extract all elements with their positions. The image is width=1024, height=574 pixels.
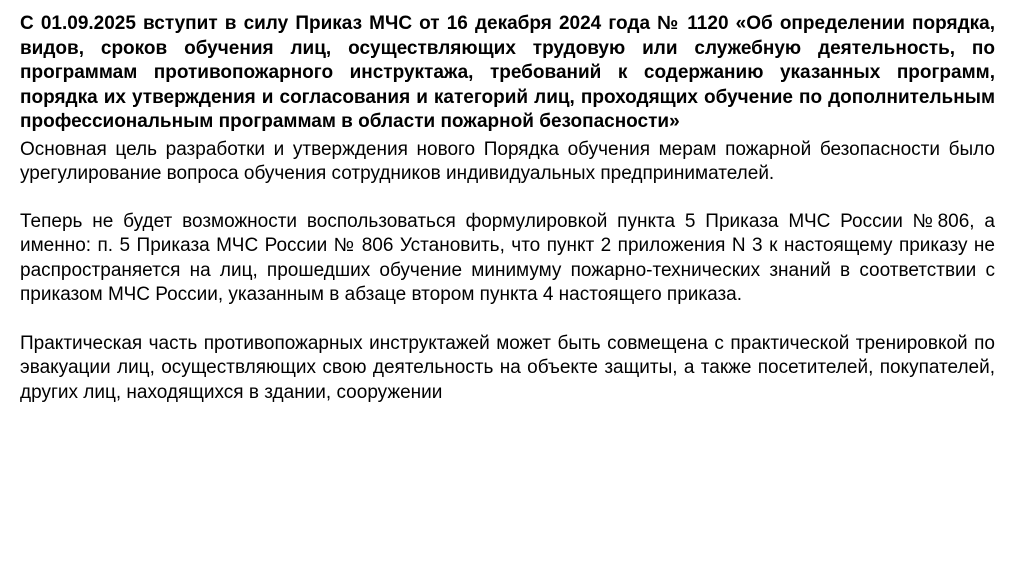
paragraph-order-806: Теперь не будет возможности воспользоваться формулировкой пункта 5 Приказа МЧС России №806, а именно: п. 5 Приказа МЧС России № 806 Установить, что пункт 2 приложения N 3 к настоящему приказу не распространяется на лиц, прошедших обучение минимуму пожарно-технических знаний в соответствии с приказом МЧС России, указанным в абзаце втором пункта 4 настоящего приказа. bbox=[20, 210, 995, 305]
slide-heading: С 01.09.2025 вступит в силу Приказ МЧС от 16 декабря 2024 года № 1120 «Об определении порядка, видов, сроков обучения лиц, осуществляющих трудовую или служебную деятельность, по программам противопожарного инструктажа, требований к содержанию указанных программ, порядка их утверждения и согласования и категорий лиц, проходящих обучение по дополнительным профессиональным программам в области пожарной безопасности» bbox=[20, 13, 995, 132]
paragraph-practical-part: Практическая часть противопожарных инструктажей может быть совмещена с практической тренировкой по эвакуации лиц, осуществляющих свою деятельность на объекте защиты, а также посетителей, покупателей, других лиц, находящихся в здании, сооружении bbox=[20, 332, 995, 403]
paragraph-purpose: Основная цель разработки и утверждения нового Порядка обучения мерам пожарной безопасности было урегулирование вопроса обучения сотрудников индивидуальных предпринимателей. bbox=[20, 138, 995, 184]
slide-content bbox=[20, 12, 995, 405]
